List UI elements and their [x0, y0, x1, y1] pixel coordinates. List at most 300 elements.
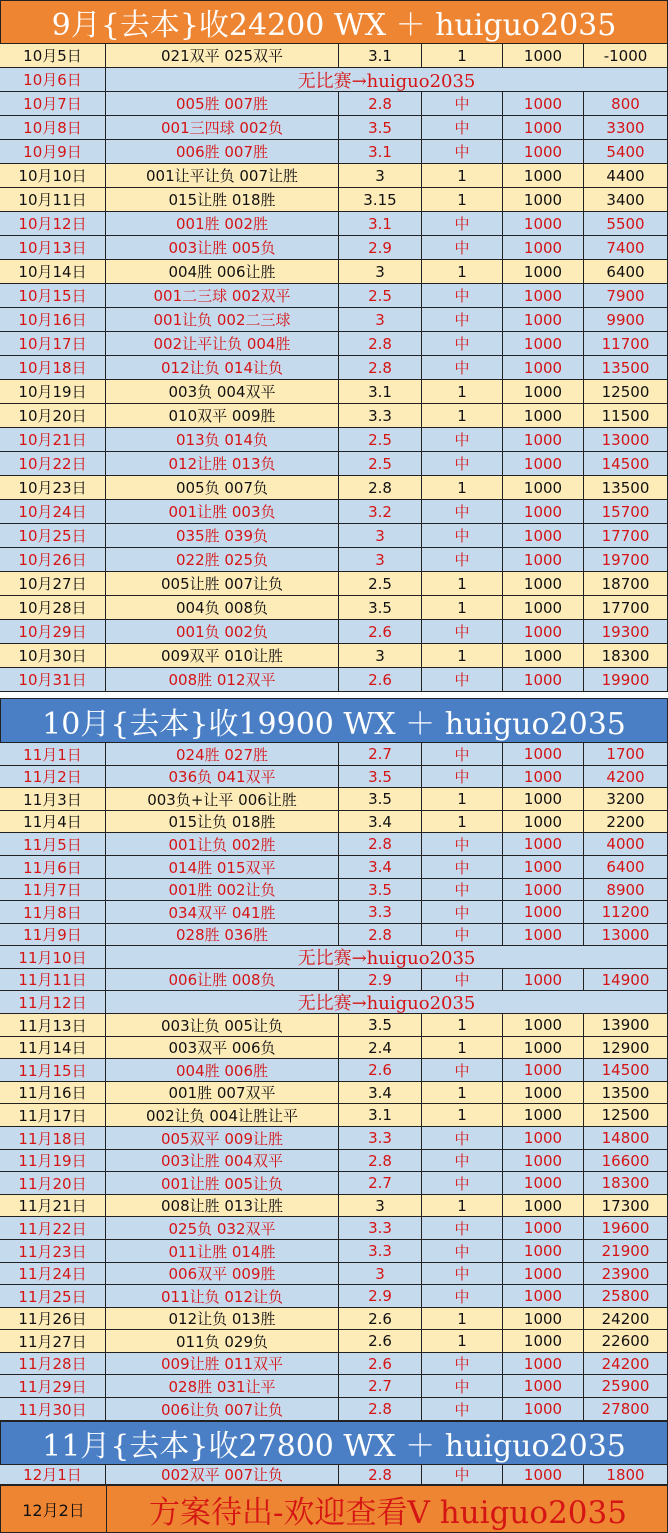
table-row — [0, 380, 668, 404]
date-cell: 10月28日 — [0, 596, 106, 619]
table-row — [0, 833, 668, 856]
pending-plan-row — [0, 1485, 668, 1533]
no-match-note: 无比赛→huiguo2035 — [106, 946, 668, 968]
result-cell: 中 — [422, 969, 503, 990]
total-cell: 15700 — [584, 500, 668, 523]
picks-cell: 001让负 002胜 — [106, 833, 339, 855]
picks-cell: 009让胜 011双平 — [106, 1353, 339, 1374]
date-cell: 10月9日 — [0, 140, 106, 163]
stake-cell: 1000 — [503, 1240, 584, 1262]
odds-cell: 3.4 — [339, 1082, 422, 1103]
table-row — [0, 164, 668, 188]
total-cell: 17300 — [584, 1195, 668, 1216]
october-summary-banner-text: 10月{去本}收19900 WX ＋ huiguo2035 — [42, 706, 626, 742]
picks-cell: 003负+让平 006让胜 — [106, 788, 339, 810]
table-row — [0, 260, 668, 284]
picks-cell: 003让负 005让负 — [106, 1014, 339, 1036]
odds-cell: 3 — [339, 548, 422, 571]
picks-cell: 004负 008负 — [106, 596, 339, 619]
picks-cell: 001让胜 003负 — [106, 500, 339, 523]
total-cell: 800 — [584, 92, 668, 115]
table-row — [0, 572, 668, 596]
pending-date: 12月2日 — [1, 1486, 107, 1532]
table-row — [0, 946, 668, 969]
stake-cell: 1000 — [503, 164, 584, 187]
date-cell: 11月30日 — [0, 1398, 106, 1420]
result-cell: 1 — [422, 1082, 503, 1103]
picks-cell: 034双平 041胜 — [106, 901, 339, 923]
odds-cell: 2.5 — [339, 284, 422, 307]
table-row — [0, 596, 668, 620]
date-cell: 11月8日 — [0, 901, 106, 923]
total-cell: 7900 — [584, 284, 668, 307]
stake-cell: 1000 — [503, 236, 584, 259]
date-cell: 11月5日 — [0, 833, 106, 855]
date-cell: 11月2日 — [0, 766, 106, 787]
total-cell: 5500 — [584, 212, 668, 235]
picks-cell: 005让胜 007让负 — [106, 572, 339, 595]
table-row — [0, 856, 668, 879]
odds-cell: 2.5 — [339, 572, 422, 595]
odds-cell: 2.8 — [339, 1150, 422, 1171]
odds-cell: 3.5 — [339, 596, 422, 619]
odds-cell: 2.8 — [339, 332, 422, 355]
picks-cell: 001让胜 005让负 — [106, 1172, 339, 1194]
picks-cell: 005负 007负 — [106, 476, 339, 499]
odds-cell: 3.5 — [339, 788, 422, 810]
no-match-note: 无比赛→huiguo2035 — [106, 991, 668, 1013]
date-cell: 11月25日 — [0, 1285, 106, 1307]
odds-cell: 3.5 — [339, 879, 422, 900]
date-cell: 10月16日 — [0, 308, 106, 331]
table-row — [0, 1172, 668, 1195]
picks-cell: 004胜 006胜 — [106, 1059, 339, 1081]
result-cell: 中 — [422, 1059, 503, 1081]
total-cell: 11200 — [584, 901, 668, 923]
odds-cell: 2.6 — [339, 1353, 422, 1374]
table-row — [0, 811, 668, 833]
total-cell: 18300 — [584, 644, 668, 667]
table-row — [0, 1150, 668, 1172]
total-cell: 12500 — [584, 1104, 668, 1126]
table-row — [0, 140, 668, 164]
odds-cell: 3.5 — [339, 766, 422, 787]
odds-cell: 3.3 — [339, 901, 422, 923]
odds-cell: 2.4 — [339, 1037, 422, 1058]
table-row — [0, 1240, 668, 1263]
total-cell: 3200 — [584, 788, 668, 810]
stake-cell: 1000 — [503, 380, 584, 403]
result-cell: 中 — [422, 833, 503, 855]
result-cell: 1 — [422, 1195, 503, 1216]
result-cell: 1 — [422, 1014, 503, 1036]
table-row — [0, 428, 668, 452]
picks-cell: 006让负 007让负 — [106, 1398, 339, 1420]
total-cell: 4000 — [584, 833, 668, 855]
date-cell: 11月17日 — [0, 1104, 106, 1126]
total-cell: 13500 — [584, 476, 668, 499]
picks-cell: 028胜 036胜 — [106, 924, 339, 945]
result-cell: 中 — [422, 500, 503, 523]
date-cell: 10月19日 — [0, 380, 106, 403]
october-summary-banner — [0, 698, 668, 743]
stake-cell: 1000 — [503, 548, 584, 571]
date-cell: 11月11日 — [0, 969, 106, 990]
table-row — [0, 1059, 668, 1082]
picks-cell: 003负 004双平 — [106, 380, 339, 403]
date-cell: 10月6日 — [0, 68, 106, 91]
date-cell: 11月9日 — [0, 924, 106, 945]
result-cell: 中 — [422, 668, 503, 691]
total-cell: 5400 — [584, 140, 668, 163]
table-row — [0, 356, 668, 380]
stake-cell: 1000 — [503, 668, 584, 691]
result-cell: 中 — [422, 308, 503, 331]
total-cell: 21900 — [584, 1240, 668, 1262]
table-row — [0, 644, 668, 668]
odds-cell: 2.9 — [339, 1285, 422, 1307]
picks-cell: 001让平让负 007让胜 — [106, 164, 339, 187]
total-cell: 16600 — [584, 1150, 668, 1171]
date-cell: 12月1日 — [0, 1465, 106, 1484]
date-cell: 11月23日 — [0, 1240, 106, 1262]
table-row — [0, 236, 668, 260]
stake-cell: 1000 — [503, 1059, 584, 1081]
date-cell: 10月17日 — [0, 332, 106, 355]
total-cell: 27800 — [584, 1398, 668, 1420]
odds-cell: 2.7 — [339, 743, 422, 765]
date-cell: 11月7日 — [0, 879, 106, 900]
picks-cell: 002双平 007让负 — [106, 1465, 339, 1484]
picks-cell: 024胜 027胜 — [106, 743, 339, 765]
picks-cell: 006双平 009胜 — [106, 1263, 339, 1284]
total-cell: 1700 — [584, 743, 668, 765]
result-cell: 1 — [422, 380, 503, 403]
result-cell: 1 — [422, 811, 503, 832]
picks-cell: 003双平 006负 — [106, 1037, 339, 1058]
result-cell: 1 — [422, 1037, 503, 1058]
stake-cell: 1000 — [503, 856, 584, 878]
total-cell: 18700 — [584, 572, 668, 595]
date-cell: 10月29日 — [0, 620, 106, 643]
result-cell: 中 — [422, 1127, 503, 1149]
result-cell: 中 — [422, 548, 503, 571]
table-row — [0, 116, 668, 140]
date-cell: 10月7日 — [0, 92, 106, 115]
table-row — [0, 500, 668, 524]
date-cell: 11月20日 — [0, 1172, 106, 1194]
date-cell: 11月6日 — [0, 856, 106, 878]
picks-cell: 001胜 007双平 — [106, 1082, 339, 1103]
picks-cell: 009双平 010让胜 — [106, 644, 339, 667]
picks-cell: 003让胜 005负 — [106, 236, 339, 259]
picks-cell: 022胜 025负 — [106, 548, 339, 571]
table-row — [0, 924, 668, 946]
date-cell: 11月1日 — [0, 743, 106, 765]
picks-cell: 001让负 002二三球 — [106, 308, 339, 331]
odds-cell: 3 — [339, 308, 422, 331]
no-match-note: 无比赛→huiguo2035 — [106, 68, 668, 91]
table-row — [0, 1308, 668, 1330]
picks-cell: 011负 029负 — [106, 1330, 339, 1352]
odds-cell: 2.8 — [339, 1398, 422, 1420]
odds-cell: 3 — [339, 644, 422, 667]
result-cell: 1 — [422, 404, 503, 427]
stake-cell: 1000 — [503, 1172, 584, 1194]
result-cell: 中 — [422, 924, 503, 945]
odds-cell: 2.5 — [339, 428, 422, 451]
picks-cell: 010双平 009胜 — [106, 404, 339, 427]
picks-cell: 008胜 012双平 — [106, 668, 339, 691]
result-cell: 中 — [422, 116, 503, 139]
total-cell: -1000 — [584, 44, 668, 67]
date-cell: 11月26日 — [0, 1308, 106, 1329]
result-cell: 中 — [422, 1285, 503, 1307]
odds-cell: 2.9 — [339, 236, 422, 259]
table-row — [0, 766, 668, 788]
odds-cell: 3.3 — [339, 1240, 422, 1262]
date-cell: 10月8日 — [0, 116, 106, 139]
date-cell: 10月14日 — [0, 260, 106, 283]
date-cell: 10月20日 — [0, 404, 106, 427]
result-cell: 中 — [422, 332, 503, 355]
odds-cell: 3.1 — [339, 140, 422, 163]
date-cell: 11月27日 — [0, 1330, 106, 1352]
table-row — [0, 92, 668, 116]
november-summary-banner — [0, 1421, 668, 1465]
odds-cell: 2.8 — [339, 476, 422, 499]
table-row — [0, 1127, 668, 1150]
odds-cell: 2.6 — [339, 620, 422, 643]
picks-cell: 003让胜 004双平 — [106, 1150, 339, 1171]
stake-cell: 1000 — [503, 1217, 584, 1239]
result-cell: 中 — [422, 879, 503, 900]
date-cell: 10月10日 — [0, 164, 106, 187]
table-row — [0, 404, 668, 428]
stake-cell: 1000 — [503, 452, 584, 475]
table-row — [0, 332, 668, 356]
odds-cell: 3 — [339, 524, 422, 547]
stake-cell: 1000 — [503, 1195, 584, 1216]
date-cell: 10月12日 — [0, 212, 106, 235]
table-row — [0, 1375, 668, 1398]
date-cell: 11月19日 — [0, 1150, 106, 1171]
result-cell: 中 — [422, 901, 503, 923]
odds-cell: 2.6 — [339, 1059, 422, 1081]
total-cell: 19600 — [584, 1217, 668, 1239]
picks-cell: 035胜 039负 — [106, 524, 339, 547]
odds-cell: 2.8 — [339, 924, 422, 945]
total-cell: 14500 — [584, 452, 668, 475]
odds-cell: 3.1 — [339, 44, 422, 67]
total-cell: 13900 — [584, 1014, 668, 1036]
odds-cell: 3.4 — [339, 856, 422, 878]
odds-cell: 2.9 — [339, 969, 422, 990]
stake-cell: 1000 — [503, 428, 584, 451]
stake-cell: 1000 — [503, 476, 584, 499]
stake-cell: 1000 — [503, 308, 584, 331]
total-cell: 14900 — [584, 969, 668, 990]
picks-cell: 015让胜 018胜 — [106, 188, 339, 211]
result-cell: 1 — [422, 188, 503, 211]
date-cell: 10月30日 — [0, 644, 106, 667]
result-cell: 中 — [422, 1172, 503, 1194]
date-cell: 11月24日 — [0, 1263, 106, 1284]
picks-cell: 011让负 012让负 — [106, 1285, 339, 1307]
odds-cell: 3.1 — [339, 380, 422, 403]
table-row — [0, 969, 668, 991]
result-cell: 中 — [422, 212, 503, 235]
result-cell: 中 — [422, 766, 503, 787]
total-cell: 4200 — [584, 766, 668, 787]
picks-cell: 002让平让负 004胜 — [106, 332, 339, 355]
date-cell: 10月24日 — [0, 500, 106, 523]
date-cell: 11月10日 — [0, 946, 106, 968]
total-cell: 19700 — [584, 548, 668, 571]
result-cell: 中 — [422, 1465, 503, 1484]
stake-cell: 1000 — [503, 284, 584, 307]
odds-cell: 2.6 — [339, 668, 422, 691]
result-cell: 中 — [422, 1240, 503, 1262]
table-row — [0, 1285, 668, 1308]
picks-cell: 015让负 018胜 — [106, 811, 339, 832]
total-cell: 24200 — [584, 1308, 668, 1329]
stake-cell: 1000 — [503, 1398, 584, 1420]
stake-cell: 1000 — [503, 572, 584, 595]
table-row — [0, 284, 668, 308]
result-cell: 1 — [422, 44, 503, 67]
total-cell: 25800 — [584, 1285, 668, 1307]
odds-cell: 3.5 — [339, 116, 422, 139]
odds-cell: 3 — [339, 1263, 422, 1284]
picks-cell: 011让胜 014胜 — [106, 1240, 339, 1262]
picks-cell: 012让负 014让负 — [106, 356, 339, 379]
date-cell: 10月31日 — [0, 668, 106, 691]
stake-cell: 1000 — [503, 1104, 584, 1126]
stake-cell: 1000 — [503, 1285, 584, 1307]
picks-cell: 001三四球 002负 — [106, 116, 339, 139]
table-row — [0, 188, 668, 212]
odds-cell: 3.3 — [339, 404, 422, 427]
result-cell: 中 — [422, 743, 503, 765]
table-row — [0, 68, 668, 92]
stake-cell: 1000 — [503, 188, 584, 211]
picks-cell: 002让负 004让胜让平 — [106, 1104, 339, 1126]
table-row — [0, 620, 668, 644]
stake-cell: 1000 — [503, 1014, 584, 1036]
date-cell: 11月29日 — [0, 1375, 106, 1397]
picks-cell: 004胜 006让胜 — [106, 260, 339, 283]
total-cell: 12900 — [584, 1037, 668, 1058]
total-cell: 19300 — [584, 620, 668, 643]
total-cell: 1800 — [584, 1465, 668, 1484]
date-cell: 10月25日 — [0, 524, 106, 547]
odds-cell: 2.7 — [339, 1375, 422, 1397]
picks-cell: 013负 014负 — [106, 428, 339, 451]
date-cell: 11月21日 — [0, 1195, 106, 1216]
september-summary-banner — [0, 0, 668, 44]
picks-cell: 008让胜 013让胜 — [106, 1195, 339, 1216]
total-cell: 3300 — [584, 116, 668, 139]
result-cell: 中 — [422, 856, 503, 878]
table-row — [0, 668, 668, 692]
date-cell: 11月22日 — [0, 1217, 106, 1239]
table-row — [0, 1217, 668, 1240]
date-cell: 10月26日 — [0, 548, 106, 571]
stake-cell: 1000 — [503, 332, 584, 355]
total-cell: 4400 — [584, 164, 668, 187]
odds-cell: 3.3 — [339, 1217, 422, 1239]
total-cell: 19900 — [584, 668, 668, 691]
odds-cell: 2.6 — [339, 1308, 422, 1329]
total-cell: 23900 — [584, 1263, 668, 1284]
odds-cell: 3 — [339, 1195, 422, 1216]
date-cell: 11月13日 — [0, 1014, 106, 1036]
pending-plan-text: 方案待出-欢迎查看V huiguo2035 — [149, 1494, 627, 1531]
table-row — [0, 879, 668, 901]
stake-cell: 1000 — [503, 500, 584, 523]
stake-cell: 1000 — [503, 1037, 584, 1058]
total-cell: 9900 — [584, 308, 668, 331]
date-cell: 10月21日 — [0, 428, 106, 451]
table-row — [0, 1014, 668, 1037]
stake-cell: 1000 — [503, 1308, 584, 1329]
result-cell: 1 — [422, 260, 503, 283]
odds-cell: 3.2 — [339, 500, 422, 523]
stake-cell: 1000 — [503, 620, 584, 643]
stake-cell: 1000 — [503, 212, 584, 235]
stake-cell: 1000 — [503, 596, 584, 619]
result-cell: 中 — [422, 356, 503, 379]
total-cell: 11700 — [584, 332, 668, 355]
stake-cell: 1000 — [503, 811, 584, 832]
odds-cell: 3.15 — [339, 188, 422, 211]
stake-cell: 1000 — [503, 833, 584, 855]
total-cell: 11500 — [584, 404, 668, 427]
odds-cell: 3.1 — [339, 212, 422, 235]
date-cell: 10月5日 — [0, 44, 106, 67]
stake-cell: 1000 — [503, 1150, 584, 1171]
stake-cell: 1000 — [503, 766, 584, 787]
total-cell: 13500 — [584, 356, 668, 379]
stake-cell: 1000 — [503, 356, 584, 379]
table-row — [0, 1330, 668, 1353]
date-cell: 11月28日 — [0, 1353, 106, 1374]
table-row — [0, 1082, 668, 1104]
stake-cell: 1000 — [503, 44, 584, 67]
result-cell: 1 — [422, 572, 503, 595]
stake-cell: 1000 — [503, 116, 584, 139]
odds-cell: 3.4 — [339, 811, 422, 832]
picks-cell: 001胜 002胜 — [106, 212, 339, 235]
table-row — [0, 991, 668, 1014]
picks-cell: 028胜 031让平 — [106, 1375, 339, 1397]
table-row — [0, 1037, 668, 1059]
stake-cell: 1000 — [503, 969, 584, 990]
date-cell: 10月11日 — [0, 188, 106, 211]
picks-cell: 012让负 013胜 — [106, 1308, 339, 1329]
total-cell: 17700 — [584, 524, 668, 547]
result-cell: 1 — [422, 1104, 503, 1126]
result-cell: 中 — [422, 140, 503, 163]
result-cell: 中 — [422, 452, 503, 475]
table-row — [0, 452, 668, 476]
total-cell: 14500 — [584, 1059, 668, 1081]
stake-cell: 1000 — [503, 788, 584, 810]
total-cell: 13000 — [584, 428, 668, 451]
odds-cell: 2.7 — [339, 1172, 422, 1194]
total-cell: 13500 — [584, 1082, 668, 1103]
